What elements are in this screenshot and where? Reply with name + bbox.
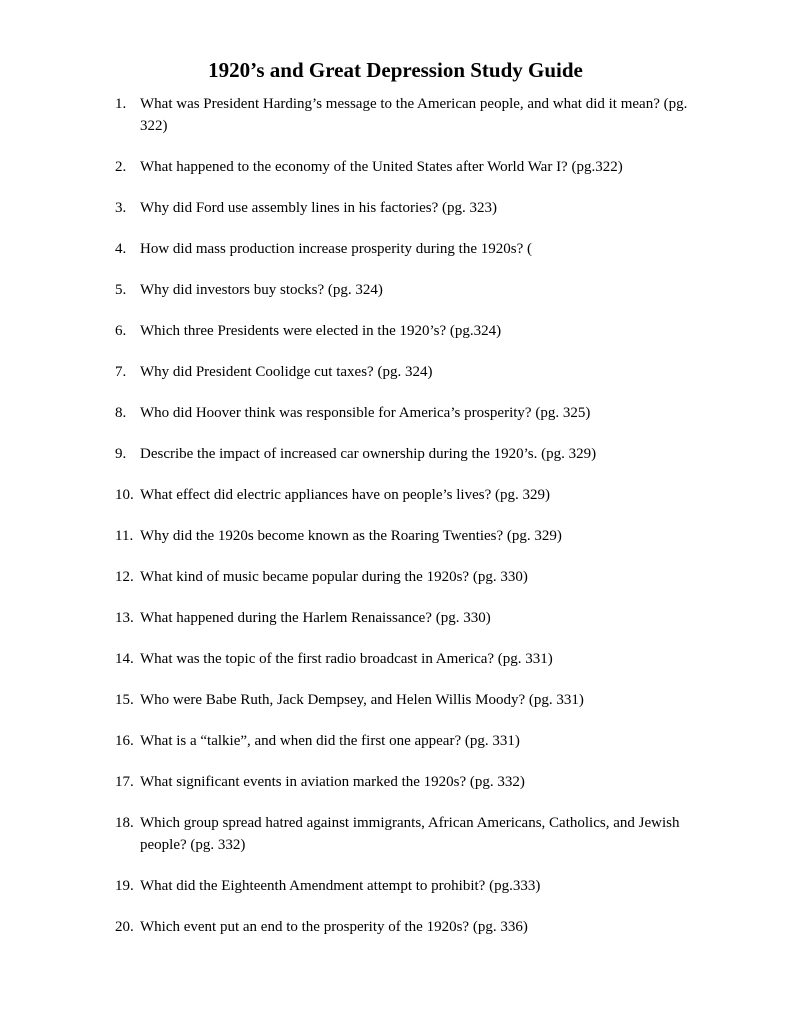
question-item [115, 93, 715, 137]
question-text: Which event put an end to the prosperity of the 1920s? (pg. 336) [140, 919, 528, 935]
question-item [115, 916, 715, 938]
question-item [115, 648, 715, 670]
question-text: Who were Babe Ruth, Jack Dempsey, and Helen Willis Moody? (pg. 331) [140, 692, 584, 708]
question-text: Why did investors buy stocks? (pg. 324) [140, 282, 383, 298]
question-item [115, 875, 715, 897]
question-text: Describe the impact of increased car ownership during the 1920’s. (pg. 329) [140, 446, 597, 462]
question-number: 8. [115, 405, 127, 421]
question-text: Which three Presidents were elected in the 1920’s? (pg.324) [140, 323, 502, 339]
question-number: 13. [115, 610, 134, 626]
question-number: 2. [115, 159, 127, 175]
question-number: 12. [115, 569, 134, 585]
question-list [115, 93, 715, 957]
question-text: What happened during the Harlem Renaissance? (pg. 330) [140, 610, 491, 626]
question-text: Who did Hoover think was responsible for America’s prosperity? (pg. 325) [140, 405, 591, 421]
question-item [115, 238, 715, 260]
question-item [115, 156, 715, 178]
question-item [115, 197, 715, 219]
question-text: What happened to the economy of the United States after World War I? (pg.322) [140, 159, 623, 175]
question-item [115, 689, 715, 711]
question-number: 5. [115, 282, 127, 298]
question-item [115, 320, 715, 342]
question-text: What kind of music became popular during the 1920s? (pg. 330) [140, 569, 528, 585]
question-text: Which group spread hatred against immigrants, African Americans, Catholics, and Jewish people? (pg. 332) [140, 815, 680, 853]
question-item [115, 402, 715, 424]
question-text: What was the topic of the first radio broadcast in America? (pg. 331) [140, 651, 553, 667]
question-number: 14. [115, 651, 134, 667]
question-number: 1. [115, 96, 127, 112]
question-text: What effect did electric appliances have on people’s lives? (pg. 329) [140, 487, 550, 503]
question-item [115, 484, 715, 506]
question-number: 11. [115, 528, 134, 544]
question-text: Why did the 1920s become known as the Roaring Twenties? (pg. 329) [140, 528, 562, 544]
question-item [115, 812, 715, 856]
question-number: 20. [115, 919, 134, 935]
question-item [115, 566, 715, 588]
question-text: What did the Eighteenth Amendment attempt to prohibit? (pg.333) [140, 878, 541, 894]
question-text: Why did Ford use assembly lines in his factories? (pg. 323) [140, 200, 498, 216]
question-text: How did mass production increase prosperity during the 1920s? ( [140, 241, 532, 257]
question-item [115, 607, 715, 629]
question-number: 10. [115, 487, 134, 503]
question-item [115, 771, 715, 793]
question-text: What significant events in aviation marked the 1920s? (pg. 332) [140, 774, 525, 790]
question-item [115, 361, 715, 383]
page-title: 1920’s and Great Depression Study Guide [208, 58, 583, 82]
question-text: What was President Harding’s message to the American people, and what did it mean? (pg. 322) [140, 96, 688, 134]
question-number: 17. [115, 774, 134, 790]
question-number: 19. [115, 878, 134, 894]
question-item [115, 730, 715, 752]
question-number: 7. [115, 364, 127, 380]
question-number: 3. [115, 200, 127, 216]
question-number: 9. [115, 446, 127, 462]
question-text: What is a “talkie”, and when did the first one appear? (pg. 331) [140, 733, 520, 749]
question-item [115, 279, 715, 301]
question-number: 16. [115, 733, 134, 749]
question-item [115, 443, 715, 465]
question-number: 18. [115, 815, 134, 831]
question-number: 6. [115, 323, 127, 339]
question-number: 4. [115, 241, 127, 257]
question-item [115, 525, 715, 547]
question-text: Why did President Coolidge cut taxes? (pg. 324) [140, 364, 433, 380]
question-number: 15. [115, 692, 134, 708]
